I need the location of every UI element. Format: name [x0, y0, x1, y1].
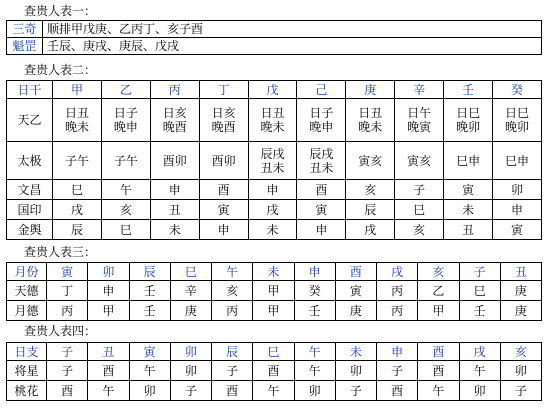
table2-cell-line: 日丑 — [64, 106, 89, 120]
table2-cell: 子 — [395, 180, 444, 200]
table3-cell: 壬 — [129, 281, 170, 301]
table1-value-sanqi: 顺排甲戊庚、乙丙丁、亥子酉 — [43, 21, 542, 38]
table3-cell: 壬 — [129, 301, 170, 321]
table2-row-label: 天乙 — [7, 99, 53, 142]
table2-cell-line: 晚未 — [260, 120, 285, 134]
table2-cell — [444, 99, 493, 142]
table4-cell: 子 — [47, 361, 88, 381]
table4 — [6, 342, 542, 401]
table2-caption: 查贵人表二： — [24, 63, 97, 77]
table2-cell: 亥 — [346, 180, 395, 200]
table2-cell — [493, 99, 542, 142]
table3-cell: 丙 — [377, 281, 418, 301]
table4-header-cell: 辰 — [212, 343, 253, 361]
table3-cell: 亥 — [212, 281, 253, 301]
table2-cell: 申 — [248, 180, 297, 200]
table4-header-cell: 巳 — [253, 343, 294, 361]
table2-header-cell: 壬 — [444, 81, 493, 99]
table2-row — [7, 220, 542, 240]
table3-header-cell: 未 — [253, 263, 294, 281]
table4-cell: 午 — [294, 361, 335, 381]
table3-cell: 庚 — [335, 301, 376, 321]
table4-header-cell: 未 — [335, 343, 376, 361]
table2-cell: 寅 — [297, 200, 346, 220]
table2-header-cell: 乙 — [101, 81, 150, 99]
table2-cell-line: 日午 — [407, 106, 432, 120]
table3-header-cell: 卯 — [88, 263, 129, 281]
table2-cell-line: 日巳 — [456, 106, 481, 120]
table4-cell: 卯 — [129, 381, 170, 401]
table2-cell-line: 晚卯 — [456, 120, 481, 134]
table3-row-label: 月德 — [7, 301, 47, 321]
table2-header-cell: 己 — [297, 81, 346, 99]
table2-cell: 辰 — [53, 220, 102, 240]
table2-cell-line: 晚申 — [113, 120, 138, 134]
table2-cell-line: 日子 — [113, 106, 138, 120]
table3-row — [7, 301, 542, 321]
table4-header-cell: 日支 — [7, 343, 47, 361]
table4-header-cell: 子 — [47, 343, 88, 361]
table4-cell: 酉 — [47, 381, 88, 401]
table2-cell-line: 辰戌 — [260, 146, 285, 161]
table2-cell: 未 — [444, 200, 493, 220]
table3-header-row — [7, 263, 542, 281]
table4-header-row — [7, 343, 542, 361]
table3-header-cell: 月份 — [7, 263, 47, 281]
table2-cell: 寅 — [444, 180, 493, 200]
table2-row — [7, 180, 542, 200]
table3-cell: 丁 — [47, 281, 88, 301]
table3-cell: 乙 — [418, 281, 459, 301]
table2-cell: 巳 — [101, 220, 150, 240]
table2-cell: 卯 — [493, 180, 542, 200]
table3-cell: 丙 — [47, 301, 88, 321]
table2-cell — [248, 142, 297, 180]
table4-cell: 酉 — [212, 381, 253, 401]
table2-cell: 午 — [101, 180, 150, 200]
table2-cell-line: 日丑 — [358, 106, 383, 120]
table4-cell: 酉 — [253, 361, 294, 381]
table4-cell: 午 — [88, 381, 129, 401]
table4-header-cell: 丑 — [88, 343, 129, 361]
table4-header-cell: 午 — [294, 343, 335, 361]
table2-cell-line: 日亥 — [162, 106, 187, 120]
table4-row-label: 桃花 — [7, 381, 47, 401]
table2-row — [7, 200, 542, 220]
table2-cell: 酉 — [199, 180, 248, 200]
table2-cell-line: 晚卯 — [505, 120, 530, 134]
table2-cell: 巳 — [395, 200, 444, 220]
table3-cell: 辛 — [170, 281, 211, 301]
table3-cell: 寅 — [335, 281, 376, 301]
table2-cell: 未 — [150, 220, 199, 240]
table2-cell-line: 日亥 — [211, 106, 236, 120]
table4-cell: 子 — [377, 361, 418, 381]
table4-cell: 酉 — [418, 361, 459, 381]
table2 — [6, 80, 542, 240]
table4-caption: 查贵人表四： — [24, 324, 97, 338]
table2-row-label: 文昌 — [7, 180, 53, 200]
table4-cell: 卯 — [335, 361, 376, 381]
table4-cell: 子 — [212, 361, 253, 381]
table3-header-cell: 酉 — [335, 263, 376, 281]
table2-cell — [101, 99, 150, 142]
table2-cell-line: 辰戌 — [309, 146, 334, 161]
table4-cell: 卯 — [170, 361, 211, 381]
table2-cell-line: 晚寅 — [407, 120, 432, 134]
table2-cell: 寅亥 — [395, 142, 444, 180]
table2-cell: 丑 — [150, 200, 199, 220]
table4-cell: 卯 — [459, 381, 500, 401]
table4-cell: 子 — [170, 381, 211, 401]
table3-cell: 壬 — [459, 301, 500, 321]
table2-cell-line: 日子 — [309, 106, 334, 120]
table3-row-label: 天德 — [7, 281, 47, 301]
table3-cell: 丙 — [377, 301, 418, 321]
table4-header-cell: 寅 — [129, 343, 170, 361]
table2-header-cell: 日干 — [7, 81, 53, 99]
table4-header-cell: 戌 — [459, 343, 500, 361]
table3-header-cell: 辰 — [129, 263, 170, 281]
table2-header-cell: 甲 — [53, 81, 102, 99]
table3-header-cell: 寅 — [47, 263, 88, 281]
table2-cell: 戌 — [53, 200, 102, 220]
table2-row-label: 太极 — [7, 142, 53, 180]
table3-cell: 庚 — [170, 301, 211, 321]
table2-cell-line: 晚酉 — [162, 120, 187, 134]
table2-cell — [346, 99, 395, 142]
table4-row — [7, 361, 542, 381]
table4-cell: 子 — [500, 381, 541, 401]
table3-header-cell: 亥 — [418, 263, 459, 281]
table2-cell-line: 晚申 — [309, 120, 334, 134]
table2-header-cell: 戊 — [248, 81, 297, 99]
table4-header-cell: 申 — [377, 343, 418, 361]
table2-cell — [150, 99, 199, 142]
table2-cell — [297, 99, 346, 142]
table2-cell: 酉 — [297, 180, 346, 200]
table4-row — [7, 381, 542, 401]
table2-cell: 戌 — [346, 220, 395, 240]
table2-header-cell: 庚 — [346, 81, 395, 99]
table1-row-kuigang — [7, 38, 542, 55]
table4-cell: 卯 — [294, 381, 335, 401]
table2-cell: 寅 — [493, 220, 542, 240]
table2-header-row — [7, 81, 542, 99]
table2-cell: 子午 — [101, 142, 150, 180]
table2-header-cell: 辛 — [395, 81, 444, 99]
table4-cell: 子 — [335, 381, 376, 401]
table2-row-label: 国印 — [7, 200, 53, 220]
table2-cell-line: 丑未 — [260, 160, 285, 175]
table2-header-cell: 癸 — [493, 81, 542, 99]
table3-cell: 甲 — [418, 301, 459, 321]
table2-cell — [199, 99, 248, 142]
table3-caption: 查贵人表三： — [24, 245, 97, 259]
table3-header-cell: 子 — [459, 263, 500, 281]
table2-row-label: 金舆 — [7, 220, 53, 240]
table2-cell — [395, 99, 444, 142]
table4-cell: 午 — [253, 381, 294, 401]
table2-cell — [248, 99, 297, 142]
table2-cell-line: 丑未 — [309, 160, 334, 175]
table2-cell: 巳申 — [444, 142, 493, 180]
table2-cell: 寅 — [199, 200, 248, 220]
table1-row-sanqi — [7, 21, 542, 38]
table1-label-kuigang: 魁罡 — [7, 38, 43, 55]
table2-cell: 亥 — [395, 220, 444, 240]
table3-cell: 庚 — [500, 281, 541, 301]
table2-cell-line: 晚未 — [64, 120, 89, 134]
table2-cell: 戌 — [248, 200, 297, 220]
table3 — [6, 262, 542, 321]
table4-cell: 午 — [418, 381, 459, 401]
table2-header-cell: 丁 — [199, 81, 248, 99]
table2-header-cell: 丙 — [150, 81, 199, 99]
table2-cell-line: 晚未 — [358, 120, 383, 134]
table2-cell: 巳 — [53, 180, 102, 200]
table2-cell-line: 日丑 — [260, 106, 285, 120]
table3-cell: 丙 — [212, 301, 253, 321]
table4-header-cell: 卯 — [170, 343, 211, 361]
table2-cell: 酉卯 — [150, 142, 199, 180]
table3-cell: 癸 — [294, 281, 335, 301]
table3-cell: 壬 — [294, 301, 335, 321]
table2-cell: 申 — [199, 220, 248, 240]
table2-row — [7, 142, 542, 180]
table1-value-kuigang: 壬辰、庚戌、庚辰、戊戌 — [43, 38, 542, 55]
table3-cell: 甲 — [253, 281, 294, 301]
table4-header-cell: 酉 — [418, 343, 459, 361]
table3-cell: 巳 — [459, 281, 500, 301]
table4-cell: 酉 — [377, 381, 418, 401]
table4-cell: 酉 — [88, 361, 129, 381]
table2-cell: 未 — [248, 220, 297, 240]
table2-cell — [53, 99, 102, 142]
table3-cell: 庚 — [500, 301, 541, 321]
table3-cell: 甲 — [253, 301, 294, 321]
table2-cell: 寅亥 — [346, 142, 395, 180]
table2-cell — [297, 142, 346, 180]
table2-cell: 子午 — [53, 142, 102, 180]
table2-cell: 辰 — [346, 200, 395, 220]
table4-cell: 卯 — [500, 361, 541, 381]
table1 — [6, 20, 542, 55]
table2-cell: 亥 — [101, 200, 150, 220]
table4-row-label: 将星 — [7, 361, 47, 381]
table3-header-cell: 申 — [294, 263, 335, 281]
table3-cell: 申 — [88, 281, 129, 301]
table2-cell: 巳申 — [493, 142, 542, 180]
table1-caption: 查贵人表一： — [24, 4, 97, 18]
table3-header-cell: 戌 — [377, 263, 418, 281]
table2-cell: 申 — [297, 220, 346, 240]
table2-cell: 申 — [150, 180, 199, 200]
table3-row — [7, 281, 542, 301]
table3-header-cell: 巳 — [170, 263, 211, 281]
table2-row — [7, 99, 542, 142]
table2-cell: 酉卯 — [199, 142, 248, 180]
table2-cell: 申 — [493, 200, 542, 220]
table3-header-cell: 丑 — [500, 263, 541, 281]
table4-cell: 午 — [459, 361, 500, 381]
table3-header-cell: 午 — [212, 263, 253, 281]
table1-label-sanqi: 三奇 — [7, 21, 43, 38]
table3-cell: 甲 — [88, 301, 129, 321]
table2-cell: 丑 — [444, 220, 493, 240]
table4-header-cell: 亥 — [500, 343, 541, 361]
table2-cell-line: 日巳 — [505, 106, 530, 120]
table2-cell-line: 晚酉 — [211, 120, 236, 134]
table4-cell: 午 — [129, 361, 170, 381]
